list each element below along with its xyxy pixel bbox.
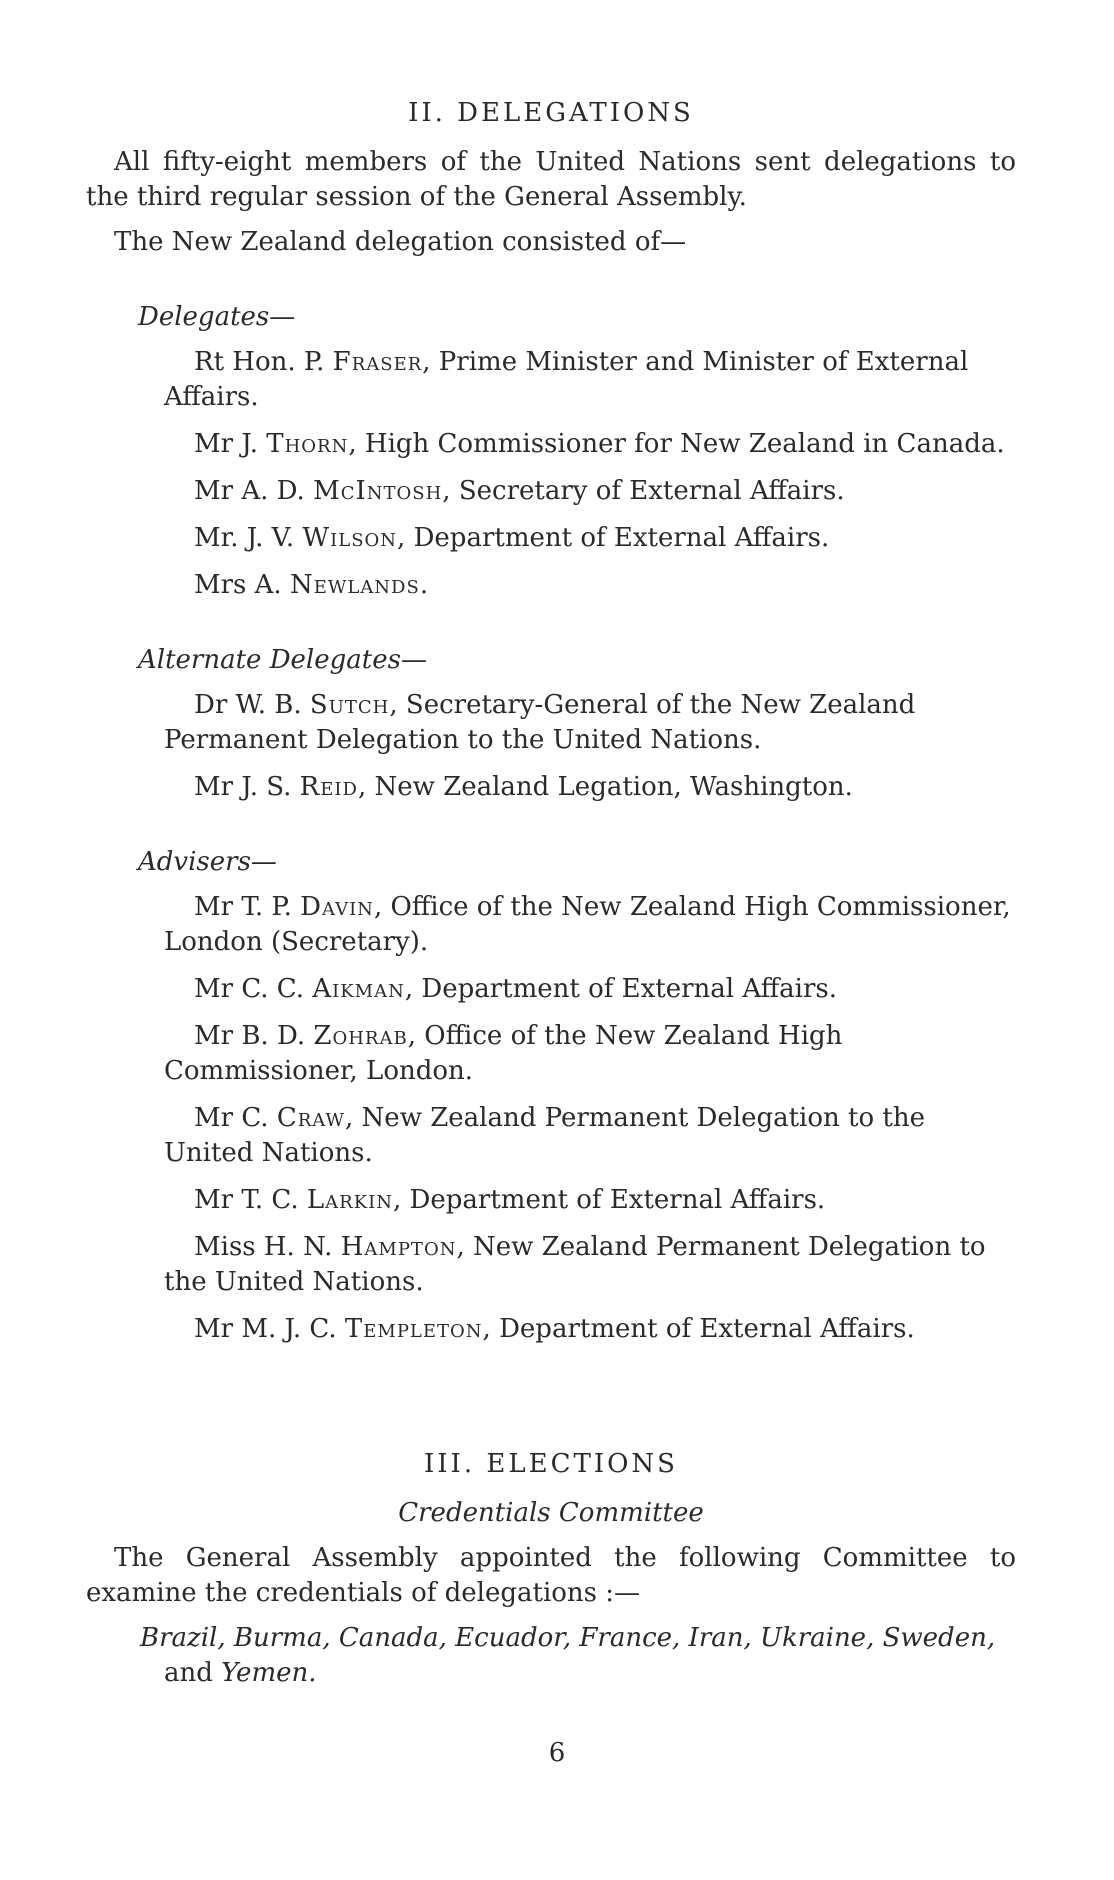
adviser-title: Mr B. D. — [194, 1021, 306, 1051]
adviser-role: , Office of the New Zealand High Commissioner, London (Secretary). — [164, 892, 1011, 957]
adviser-entry — [164, 1183, 1016, 1218]
adviser-entry — [164, 1101, 1016, 1171]
section-heading-elections: III. ELECTIONS — [424, 1449, 678, 1479]
delegate-title: Mr J. — [194, 429, 258, 459]
alternate-name: Sutch — [309, 690, 390, 720]
alternate-role: , New Zealand Legation, Washington. — [357, 772, 853, 802]
alternate-title: Mr J. S. — [194, 772, 292, 802]
countries-and: and — [164, 1658, 222, 1688]
alternate-entry — [164, 770, 1016, 805]
adviser-entry — [164, 972, 1016, 1007]
alternates-list — [86, 688, 1016, 805]
delegate-name: Newlands — [289, 570, 420, 600]
adviser-title: Mr M. J. C. — [194, 1314, 337, 1344]
delegate-entry — [164, 345, 1016, 415]
adviser-entry — [164, 890, 1016, 960]
alternate-title: Dr W. B. — [194, 690, 302, 720]
countries-last: Yemen. — [221, 1658, 317, 1688]
credentials-committee-subheading: Credentials Committee — [398, 1498, 704, 1528]
adviser-role: , Department of External Affairs. — [404, 974, 838, 1004]
delegate-name: Fraser — [332, 347, 423, 377]
alternate-name: Reid — [299, 772, 358, 802]
delegate-title: Mr A. D. — [194, 476, 305, 506]
alternate-delegates-label: Alternate Delegates— — [138, 645, 427, 675]
delegations-intro-paragraph: All fifty-eight members of the United Nations sent delegations to the third regular session of the General Assembly. — [86, 147, 1016, 212]
delegate-title: Rt Hon. P. — [194, 347, 325, 377]
adviser-role: , Department of External Affairs. — [393, 1185, 826, 1215]
adviser-title: Mr C. — [194, 1103, 269, 1133]
adviser-name: Templeton — [344, 1314, 483, 1344]
adviser-name: Davin — [300, 892, 374, 922]
delegate-name: Thorn — [266, 429, 349, 459]
delegate-role: , Prime Minister and Minister of External Affairs. — [164, 347, 969, 412]
adviser-entry — [164, 1019, 1016, 1089]
section-heading-delegations: II. DELEGATIONS — [408, 98, 694, 128]
adviser-name: Hampton — [340, 1232, 457, 1262]
adviser-entry — [164, 1312, 1016, 1347]
countries-line-1: Brazil, Burma, Canada, Ecuador, France, Iran, Ukraine, Sweden, — [140, 1623, 996, 1653]
delegate-entry — [164, 568, 1016, 603]
advisers-list — [86, 890, 1016, 1347]
adviser-title: Mr T. C. — [194, 1185, 299, 1215]
delegate-role: , High Commissioner for New Zealand in Canada. — [348, 429, 1005, 459]
delegate-entry — [164, 521, 1016, 556]
delegate-title: Mr. J. V. — [194, 523, 295, 553]
adviser-entry — [164, 1230, 1016, 1300]
adviser-name: Zohrab — [313, 1021, 408, 1051]
adviser-name: Aikman — [312, 974, 405, 1004]
page-number: 6 — [548, 1738, 566, 1768]
delegate-title: Mrs A. — [194, 570, 282, 600]
delegate-entry — [164, 474, 1016, 509]
delegates-label: Delegates— — [138, 302, 296, 332]
adviser-role: , Department of External Affairs. — [482, 1314, 915, 1344]
adviser-role: , New Zealand Permanent Delegation to the United Nations. — [164, 1103, 925, 1168]
alternate-role: , Secretary-General of the New Zealand Permanent Delegation to the United Nations. — [164, 690, 916, 755]
section-spacer — [86, 1359, 1016, 1447]
delegate-entry — [164, 427, 1016, 462]
delegate-role: . — [419, 570, 429, 600]
adviser-role: , Office of the New Zealand High Commissioner, London. — [164, 1021, 843, 1086]
adviser-role: , New Zealand Permanent Delegation to the United Nations. — [164, 1232, 986, 1297]
adviser-name: Larkin — [306, 1185, 393, 1215]
adviser-title: Mr T. P. — [194, 892, 292, 922]
document-page — [86, 96, 1016, 1691]
adviser-title: Mr C. C. — [194, 974, 305, 1004]
adviser-title: Miss H. N. — [194, 1232, 333, 1262]
elections-intro-paragraph: The General Assembly appointed the following Committee to examine the credentials of delegations :— — [86, 1543, 1016, 1608]
advisers-label: Advisers— — [138, 847, 277, 877]
delegates-list — [86, 345, 1016, 603]
delegate-role: , Secretary of External Affairs. — [442, 476, 845, 506]
nz-delegation-intro: The New Zealand delegation consisted of— — [114, 227, 687, 257]
countries-line-2 — [140, 1656, 1016, 1691]
alternate-entry — [164, 688, 1016, 758]
delegate-name: McIntosh — [313, 476, 443, 506]
delegate-role: , Department of External Affairs. — [397, 523, 830, 553]
adviser-name: Craw — [276, 1103, 346, 1133]
delegate-name: Wilson — [302, 523, 398, 553]
committee-countries-list — [140, 1621, 1016, 1691]
